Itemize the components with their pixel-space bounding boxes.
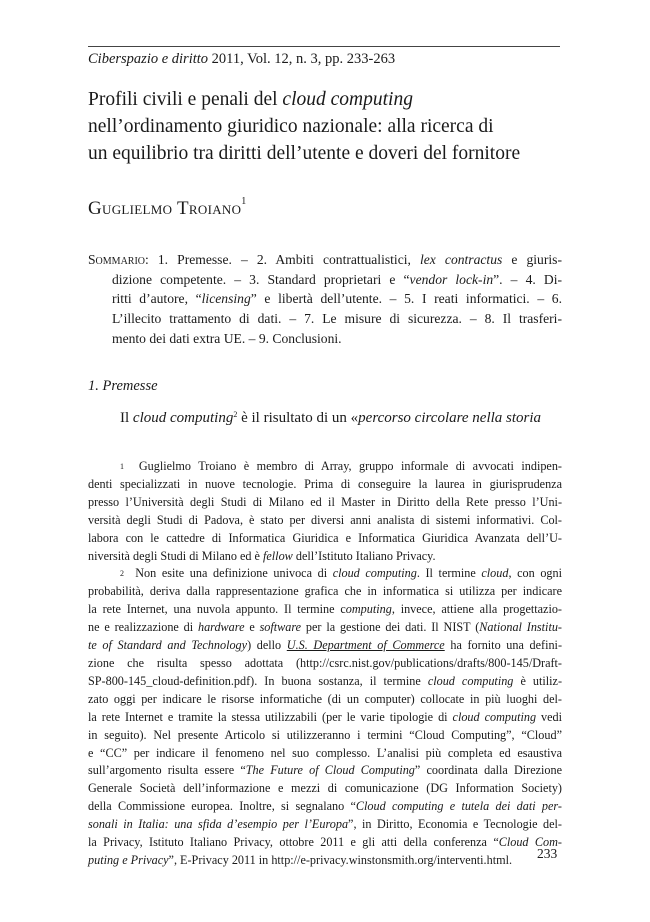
footnote-line: la rete Internet e tramite la stessa utilizzabili (per le varie tipologie di cloud computing vedi xyxy=(88,709,563,724)
footnote-line: sonali in Italia: una sfida d’esempio per l’Europa”, in Diritto, Economia e Tecnologie del- xyxy=(88,817,562,832)
title-line-1: Profili civili e penali del cloud computing xyxy=(88,89,413,110)
summary-line-3: ritti d’autore, “licensing” e libertà dell’utente. – 5. I reati informatici. – 6. xyxy=(112,291,562,307)
header-rule xyxy=(88,46,560,47)
footnote-line: della Commissione europea. Inoltre, si segnalano “Cloud computing e tutela dei dati per- xyxy=(88,799,562,814)
footnote-line: puting e Privacy”, E-Privacy 2011 in http://e-privacy.winstonsmith.org/interventi.html. xyxy=(88,852,512,867)
title-line-2: nell’ordinamento giuridico nazionale: alla ricerca di xyxy=(88,116,494,137)
footnote-line: Generale Società dell’informazione e mezzi di comunicazione (DG Information Society) xyxy=(88,781,562,796)
footnote-line: labora con le cattedre di Informatica Giuridica e Informatica Giuridica Avanzata dell’U- xyxy=(88,530,562,545)
footnote-1: $^1$ Guglielmo Troiano è membro di Array, gruppo informale di avvocati indipen- xyxy=(120,459,562,473)
journal-name: Ciberspazio e diritto xyxy=(88,51,209,67)
section-heading: 1. Premesse xyxy=(88,378,158,394)
summary xyxy=(88,250,562,349)
footnote-ref-2: 2 xyxy=(233,410,238,419)
footnote-line: la Privacy, Istituto Italiano Privacy, ottobre 2011 e gli atti della conferenza “Cloud Com- xyxy=(88,835,562,850)
summary-line-4: L’illecito trattamento di dati. – 7. Le misure di sicurezza. – 8. Il trasferi- xyxy=(112,311,562,327)
footnote-line: la rete Internet, una nuvola appunto. Il termine computing, invece, attiene alla progettazio- xyxy=(88,602,562,617)
footnote-line: e “CC” per indicare il fenomeno nel suo complesso. L’analisi più completa ed esaustiva xyxy=(88,745,562,760)
footnotes xyxy=(88,458,562,870)
footnote-2: $^2$ Non esite una definizione univoca di cloud computing. Il termine cloud, con ogni xyxy=(120,566,563,581)
author-name: Guglielmo Troiano$^1$ xyxy=(88,196,247,219)
footnote-line: in seguito). Nel presente Articolo si utilizzeranno i termini “Cloud Computing”, “Cloud” xyxy=(88,727,562,742)
page-number: 233 xyxy=(537,846,558,861)
footnote-line: presso l’Università degli Studi di Milano ed il Master in Diritto della Rete presso l’Uni- xyxy=(88,494,562,509)
article-title xyxy=(88,86,568,167)
footnote-line: SP-800-145_cloud-definition.pdf). In buona sostanza, il termine cloud computing è utiliz- xyxy=(88,673,562,688)
summary-label: Sommario: xyxy=(88,252,149,267)
title-line-3: un equilibrio tra diritti dell’utente e doveri del fornitore xyxy=(88,143,521,164)
author-footnote-ref: 1 xyxy=(241,196,247,207)
footnote-line: zato oggi per indicare le risorse informatiche (di un computer) collocate in più luoghi del- xyxy=(88,691,562,706)
summary-line-1: Sommario: 1. Premesse. – 2. Ambiti contrattualistici, lex contractus e giuris- xyxy=(88,252,562,267)
journal-volume: 2011, Vol. 12, n. 3, pp. 233-263 xyxy=(208,51,396,67)
footnote-line: niversità degli Studi di Milano ed è fellow dell’Istituto Italiano Privacy. xyxy=(88,548,436,563)
footnote-line: zione che risulta spesso adottata (http://csrc.nist.gov/publications/drafts/800-145/Draft- xyxy=(88,655,562,670)
footnote-line: te of Standard and Technology) dello U.S. Department of Commerce ha fornito una defini- xyxy=(88,638,563,653)
summary-line-5: mento dei dati extra UE. – 9. Conclusioni. xyxy=(112,330,342,346)
body-paragraph: Il cloud computing$^2$ è il risultato di un «percorso circolare nella storia xyxy=(120,410,542,426)
footnote-line: sull’argomento risulta essere “The Future of Cloud Computing” coordinata dalla Direzione xyxy=(88,763,563,778)
footnote-line: ne e realizzazione di hardware e software per la gestione dei dati. Il NIST (National Institu- xyxy=(88,620,562,635)
footnote-line: probabilità, deriva dalla rappresentazione grafica che in informatica si utilizza per indicare xyxy=(88,584,562,599)
footnote-line: denti specializzati in nuove tecnologie. Prima di conseguire la laurea in giurisprudenza xyxy=(88,476,562,491)
footnote-line: versità degli Studi di Padova, è stato per diversi anni analista di sistemi informativi. Col- xyxy=(88,512,562,527)
journal-citation xyxy=(88,51,395,68)
summary-line-2: dizione competente. – 3. Standard proprietari e “vendor lock-in”. – 4. Di- xyxy=(112,271,562,287)
